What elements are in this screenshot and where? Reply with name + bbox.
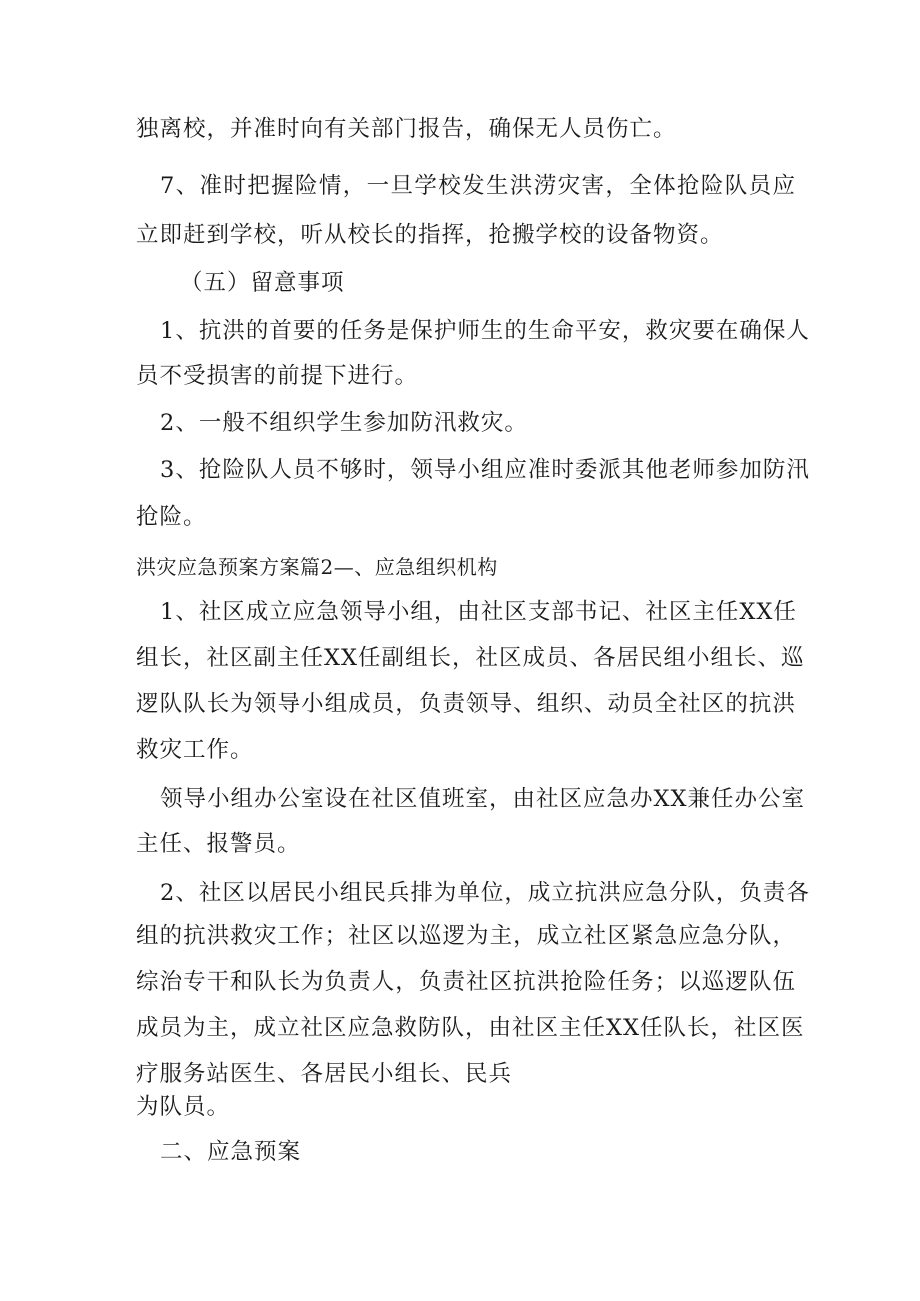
text-line: 抢险。	[136, 504, 207, 530]
text-line: 立即赶到学校，听从校长的指挥，抢搬学校的设备物资。	[136, 222, 724, 248]
text-line: 疗服务站医生、各居民小组长、民兵	[136, 1061, 513, 1087]
text-line: 1、抗洪的首要的任务是保护师生的生命平安，救灾要在确保人	[160, 318, 810, 344]
text-line: 2、社区以居民小组民兵排为单位，成立抗洪应急分队，负责各	[160, 880, 810, 906]
text-line: 3、抢险队人员不够时，领导小组应准时委派其他老师参加防汛	[160, 457, 810, 483]
text-line: 独离校，并准时向有关部门报告，确保无人员伤亡。	[136, 116, 677, 142]
section-heading: （五）留意事项	[180, 270, 345, 296]
text-line: 综治专干和队长为负责人，负责社区抗洪抢险任务；以巡逻队伍	[136, 969, 796, 995]
text-line: 员不受损害的前提下进行。	[136, 363, 419, 389]
text-line: 组长，社区副主任XX任副组长，社区成员、各居民组小组长、巡	[136, 645, 805, 671]
section-title: 洪灾应急预案方案篇2—、应急组织机构	[136, 555, 498, 579]
text-line: 1、社区成立应急领导小组，由社区支部书记、社区主任XX任	[160, 599, 797, 625]
text-line: 2、一般不组织学生参加防汛救灾。	[160, 410, 528, 436]
text-line: 逻队队长为领导小组成员，负责领导、组织、动员全社区的抗洪	[136, 691, 796, 717]
section-heading: 二、应急预案	[160, 1139, 302, 1165]
text-line: 组的抗洪救灾工作；社区以巡逻为主，成立社区紧急应急分队，	[136, 923, 796, 949]
text-line: 为队员。	[136, 1094, 231, 1120]
text-line: 救灾工作。	[136, 737, 254, 763]
text-line: 主任、报警员。	[136, 831, 301, 857]
text-line: 领导小组办公室设在社区值班室，由社区应急办XX兼任办公室	[160, 786, 806, 812]
text-line: 7、准时把握险情，一旦学校发生洪涝灾害，全体抢险队员应	[160, 173, 796, 199]
text-line: 成员为主，成立社区应急救防队，由社区主任XX任队长，社区医	[136, 1015, 805, 1041]
